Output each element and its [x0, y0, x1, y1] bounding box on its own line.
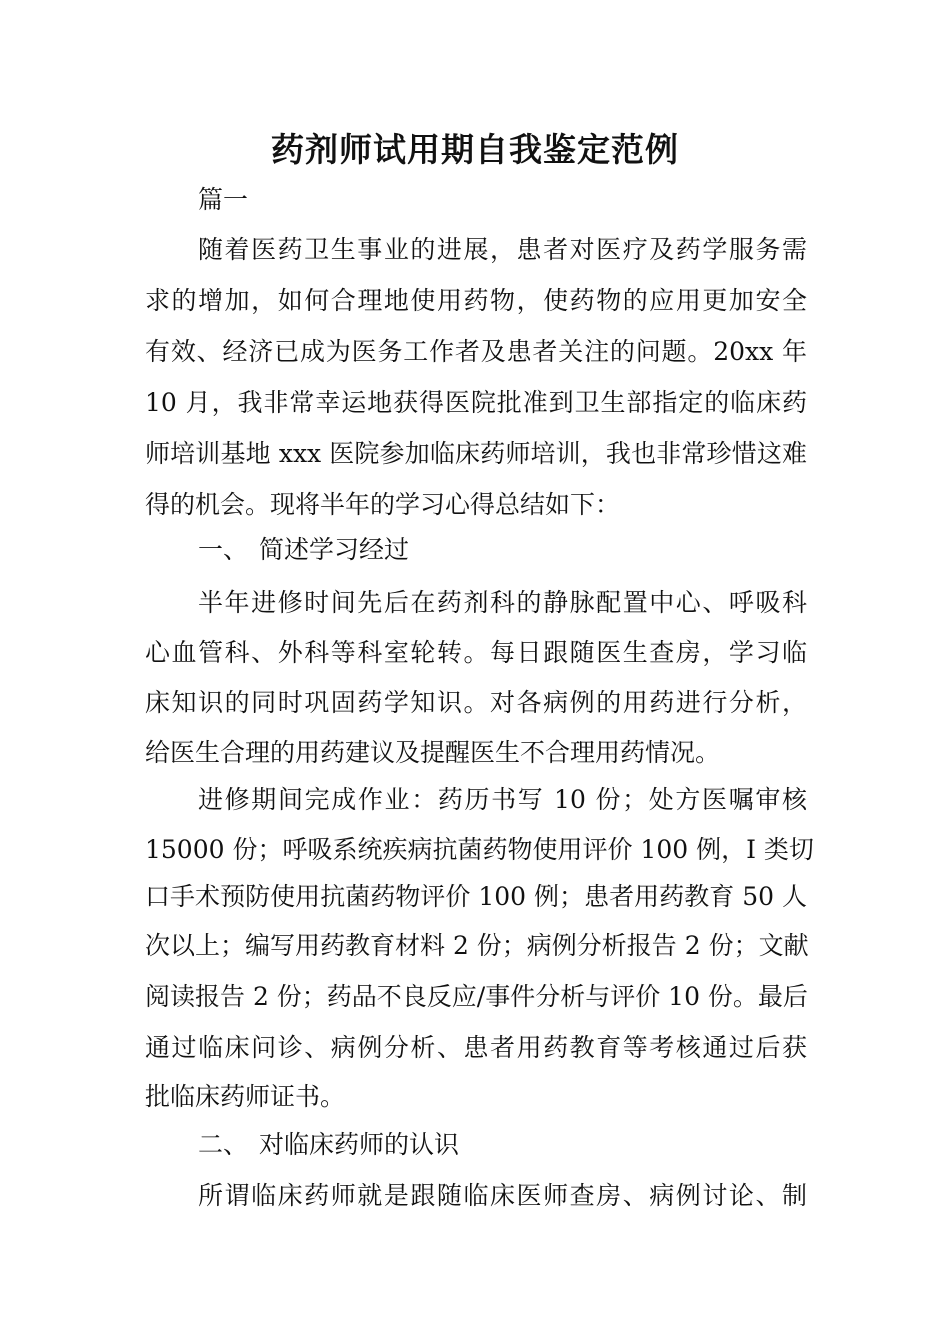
paragraph-line: 通过临床问诊、病例分析、患者用药教育等考核通过后获 [145, 1033, 807, 1062]
paragraph-line: 得的机会。现将半年的学习心得总结如下： [145, 490, 621, 519]
document-title: 药剂师试用期自我鉴定范例 [271, 130, 679, 169]
paragraph-line: 师培训基地 xxx 医院参加临床药师培训，我也非常珍惜这难 [145, 439, 807, 468]
heading-text: 简述学习经过 [259, 535, 410, 564]
paragraph-line: 批临床药师证书。 [145, 1082, 346, 1111]
paragraph-line: 次以上；编写用药教育材料 2 份；病例分析报告 2 份；文献 [145, 931, 809, 960]
paragraph-line: 阅读报告 2 份；药品不良反应/事件分析与评价 10 份。最后 [145, 982, 808, 1011]
heading-number: 二、 [198, 1130, 249, 1159]
paragraph-line: 15000 份；呼吸系统疾病抗菌药物使用评价 100 例，I 类切 [145, 835, 814, 864]
paragraph-line: 求的增加，如何合理地使用药物，使药物的应用更加安全 [145, 286, 807, 315]
paragraph-line: 所谓临床药师就是跟随临床医师查房、病例讨论、制 [198, 1181, 807, 1210]
heading-number: 一、 [198, 535, 249, 564]
section-heading-2 [198, 1119, 459, 1170]
paragraph-line: 随着医药卫生事业的进展，患者对医疗及药学服务需 [198, 235, 807, 264]
paragraph-line: 有效、经济已成为医务工作者及患者关注的问题。20xx 年 [145, 337, 807, 366]
paragraph-line: 口手术预防使用抗菌药物评价 100 例；患者用药教育 50 人 [145, 882, 807, 911]
section-heading-1 [198, 524, 409, 575]
paragraph-line: 进修期间完成作业：药历书写 10 份；处方医嘱审核 [198, 785, 807, 814]
paragraph-line: 10 月，我非常幸运地获得医院批准到卫生部指定的临床药 [145, 388, 807, 417]
paragraph-line: 心血管科、外科等科室轮转。每日跟随医生查房，学习临 [145, 638, 807, 667]
section-label: 篇一 [198, 185, 249, 214]
paragraph-line: 床知识的同时巩固药学知识。对各病例的用药进行分析， [145, 688, 807, 717]
paragraph-line: 半年进修时间先后在药剂科的静脉配置中心、呼吸科 [198, 588, 807, 617]
paragraph-line: 给医生合理的用药建议及提醒医生不合理用药情况。 [145, 738, 721, 767]
heading-text: 对临床药师的认识 [259, 1130, 460, 1159]
